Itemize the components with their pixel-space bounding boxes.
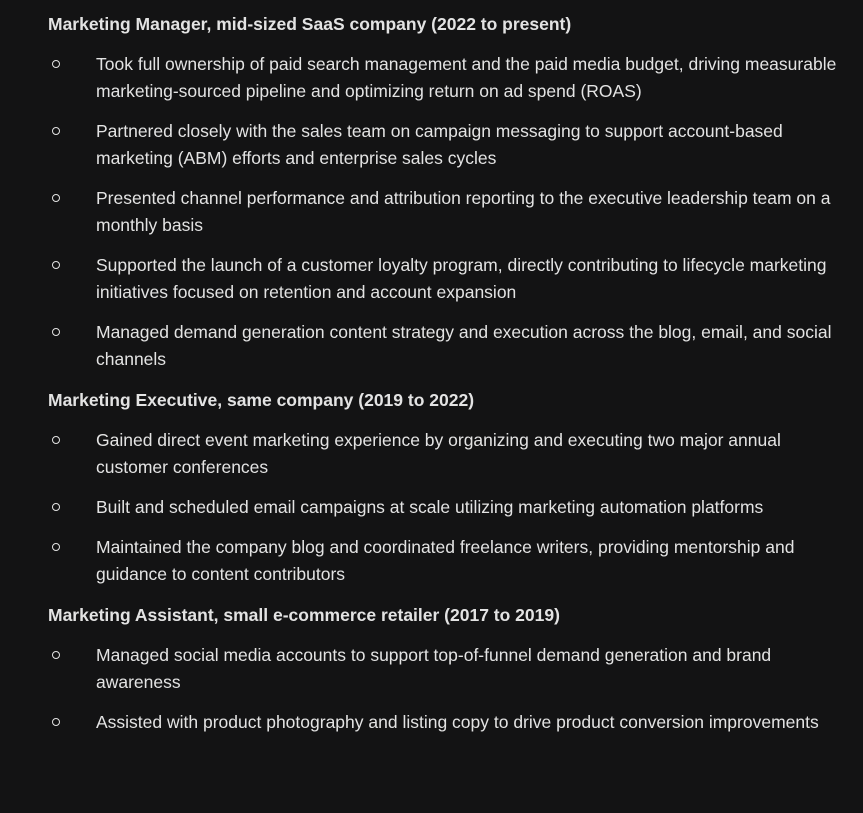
role-heading: Marketing Assistant, small e-commerce retailer (2017 to 2019)	[48, 605, 560, 625]
hollow-circle-bullet-icon	[52, 194, 60, 202]
list-item-text: Managed social media accounts to support top-of-funnel demand generation and brand awareness	[96, 645, 772, 692]
list-item-text: Assisted with product photography and listing copy to drive product conversion improvements	[96, 712, 819, 732]
list-item	[48, 51, 863, 105]
list-item	[48, 427, 863, 481]
list-item-text: Managed demand generation content strategy and execution across the blog, email, and social channels	[96, 322, 832, 369]
hollow-circle-bullet-icon	[52, 718, 60, 726]
role-section-assistant	[48, 602, 863, 736]
hollow-circle-bullet-icon	[52, 328, 60, 336]
role-section-manager	[48, 11, 863, 373]
bullet-list	[48, 51, 863, 373]
list-item	[48, 319, 863, 373]
hollow-circle-bullet-icon	[52, 127, 60, 135]
list-item-text: Built and scheduled email campaigns at scale utilizing marketing automation platforms	[96, 497, 764, 517]
list-item-text: Presented channel performance and attribution reporting to the executive leadership team on a monthly basis	[96, 188, 831, 235]
list-item	[48, 494, 863, 521]
hollow-circle-bullet-icon	[52, 261, 60, 269]
list-item	[48, 709, 863, 736]
hollow-circle-bullet-icon	[52, 436, 60, 444]
role-section-executive	[48, 387, 863, 588]
list-item	[48, 534, 863, 588]
hollow-circle-bullet-icon	[52, 503, 60, 511]
list-item	[48, 185, 863, 239]
bullet-list	[48, 642, 863, 736]
role-heading: Marketing Executive, same company (2019 to 2022)	[48, 390, 475, 410]
role-heading: Marketing Manager, mid-sized SaaS company (2022 to present)	[48, 14, 572, 34]
list-item-text: Maintained the company blog and coordinated freelance writers, providing mentorship and guidance to content contributors	[96, 537, 795, 584]
list-item-text: Partnered closely with the sales team on campaign messaging to support account-based marketing (ABM) efforts and enterprise sales cycles	[96, 121, 783, 168]
list-item-text: Gained direct event marketing experience by organizing and executing two major annual customer conferences	[96, 430, 781, 477]
list-item-text: Took full ownership of paid search management and the paid media budget, driving measurable marketing-sourced pipeline and optimizing return on ad spend (ROAS)	[96, 54, 837, 101]
hollow-circle-bullet-icon	[52, 60, 60, 68]
list-item	[48, 642, 863, 696]
hollow-circle-bullet-icon	[52, 651, 60, 659]
list-item-text: Supported the launch of a customer loyalty program, directly contributing to lifecycle marketing initiatives focused on retention and account expansion	[96, 255, 827, 302]
hollow-circle-bullet-icon	[52, 543, 60, 551]
bullet-list	[48, 427, 863, 588]
list-item	[48, 118, 863, 172]
list-item	[48, 252, 863, 306]
